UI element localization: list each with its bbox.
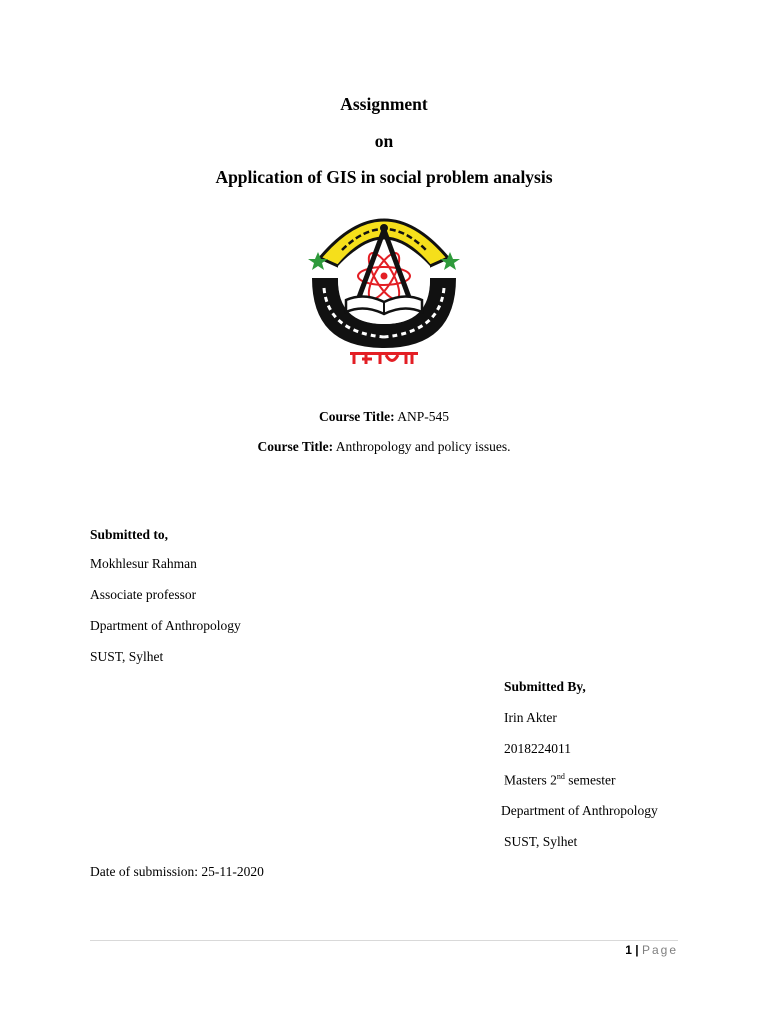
course-code-label: Course Title: <box>318 409 395 424</box>
assignment-heading: Assignment <box>340 94 428 114</box>
submitted-to-institution: SUST, Sylhet <box>90 649 164 664</box>
course-code-value: ANP-545 <box>397 409 450 424</box>
submission-date: Date of submission: 25-11-2020 <box>90 864 264 879</box>
course-code-line <box>0 409 768 425</box>
submitted-by-semester <box>504 772 615 789</box>
footer-divider <box>90 940 678 941</box>
page-separator: | <box>631 943 642 957</box>
on-heading: on <box>374 131 394 151</box>
submitted-to-designation: Associate professor <box>90 587 197 602</box>
page-word: Page <box>641 943 678 957</box>
semester-prefix: Masters 2 <box>504 772 557 788</box>
submitted-by-heading: Submitted By, <box>504 679 586 694</box>
course-title-label: Course Title: <box>257 439 334 454</box>
submitted-to-heading: Submitted to, <box>90 527 169 542</box>
university-seal-logo <box>302 196 466 366</box>
submitted-by-department: Department of Anthropology <box>501 803 658 818</box>
page-number: 1 <box>625 943 632 957</box>
semester-ordinal: nd <box>556 772 565 781</box>
submitted-by-institution: SUST, Sylhet <box>504 834 578 849</box>
submitted-to-department: Dpartment of Anthropology <box>90 618 241 633</box>
page-footer <box>625 943 678 957</box>
course-title-value: Anthropology and policy issues. <box>335 439 511 454</box>
assignment-topic-title: Application of GIS in social problem analysis <box>215 167 553 187</box>
submitted-by-id: 2018224011 <box>504 741 571 756</box>
submitted-by-name: Irin Akter <box>504 710 557 725</box>
course-title-line <box>0 439 768 455</box>
semester-suffix: semester <box>564 772 616 788</box>
submitted-to-name: Mokhlesur Rahman <box>90 556 197 571</box>
